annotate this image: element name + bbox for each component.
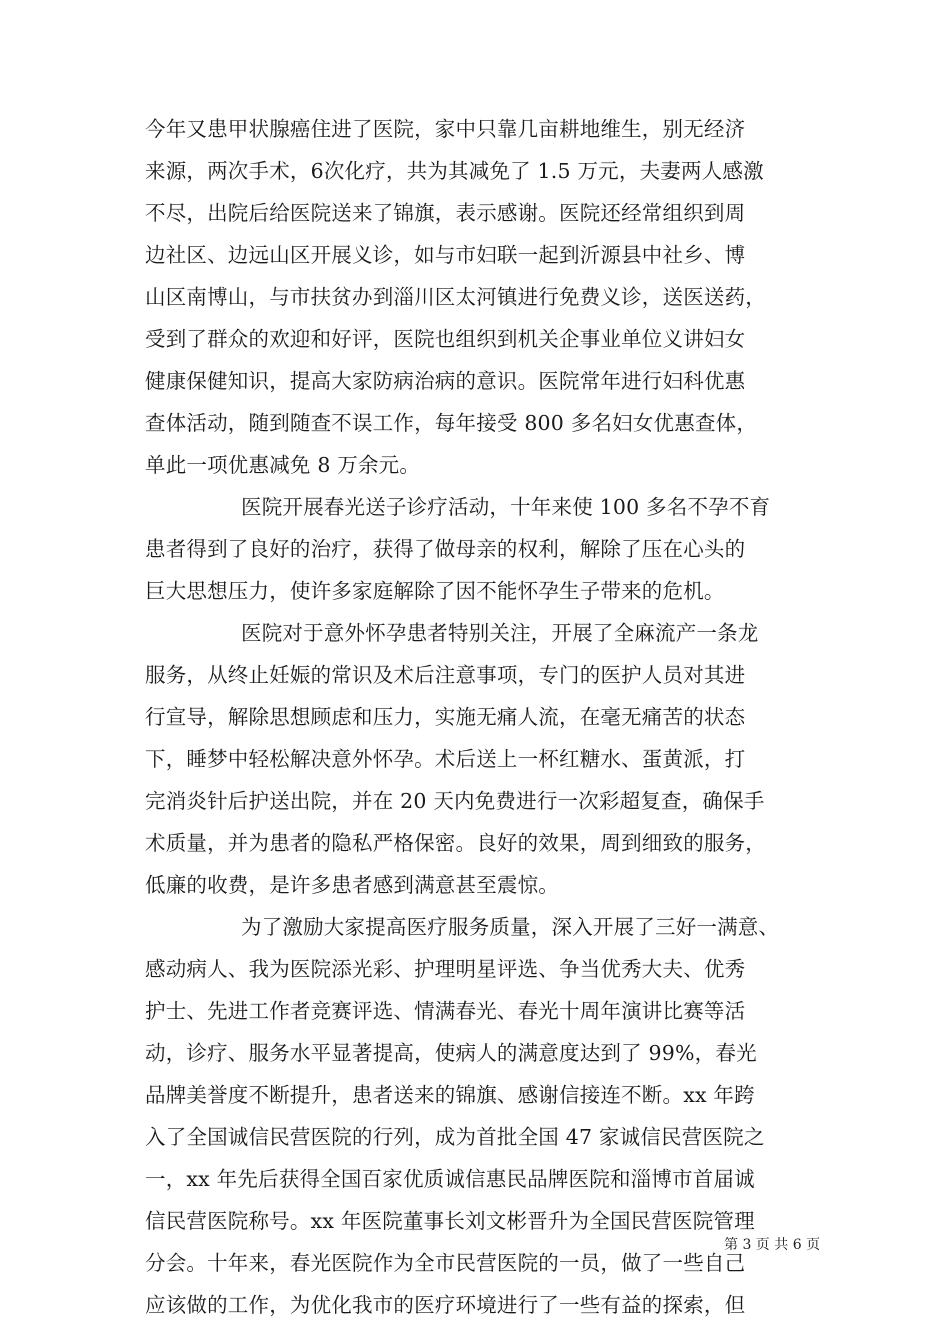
body-text: [145, 108, 825, 1326]
text-line: 边社区、边远山区开展义诊，如与市妇联一起到沂源县中社乡、博: [145, 243, 746, 267]
text-line: 护士、先进工作者竞赛评选、情满春光、春光十周年演讲比赛等活: [145, 999, 746, 1023]
text-line: 查体活动，随到随查不误工作，每年接受 800 多名妇女优惠查体，: [145, 411, 758, 435]
text-line: 来源，两次手术，6次化疗，共为其减免了 1.5 万元，夫妻两人感激: [145, 159, 764, 183]
text-line: 山区南博山，与市扶贫办到淄川区太河镇进行免费义诊，送医送药，: [145, 285, 766, 309]
text-line: 受到了群众的欢迎和好评，医院也组织到机关企事业单位义讲妇女: [145, 327, 746, 351]
text-line: 低廉的收费，是许多患者感到满意甚至震惊。: [145, 873, 559, 897]
text-line: 应该做的工作，为优化我市的医疗环境进行了一些有益的探索，但: [145, 1293, 746, 1317]
text-line: 不尽，出院后给医院送来了锦旗，表示感谢。医院还经常组织到周: [145, 201, 746, 225]
paragraph-first-line: 医院开展春光送子诊疗活动，十年来使 100 多名不孕不育: [241, 495, 771, 519]
text-line: 健康保健知识，提高大家防病治病的意识。医院常年进行妇科优惠: [145, 369, 746, 393]
text-line: 一，xx 年先后获得全国百家优质诚信惠民品牌医院和淄博市首届诚: [145, 1167, 755, 1191]
text-line: 巨大思想压力，使许多家庭解除了因不能怀孕生子带来的危机。: [145, 579, 725, 603]
text-line: 今年又患甲状腺癌住进了医院，家中只靠几亩耕地维生，别无经济: [145, 117, 746, 141]
text-line: 分会。十年来，春光医院作为全市民营医院的一员，做了一些自己: [145, 1251, 746, 1275]
text-line: 入了全国诚信民营医院的行列，成为首批全国 47 家诚信民营医院之: [145, 1125, 765, 1149]
text-line: 动，诊疗、服务水平显著提高，使病人的满意度达到了 99%，春光: [145, 1041, 757, 1065]
text-line: 术质量，并为患者的隐私严格保密。良好的效果，周到细致的服务，: [145, 831, 766, 855]
text-line: 信民营医院称号。xx 年医院董事长刘文彬晋升为全国民营医院管理: [145, 1209, 755, 1233]
text-line: 单此一项优惠减免 8 万余元。: [145, 453, 421, 477]
page-number-footer: 第 3 页 共 6 页: [724, 1237, 821, 1253]
text-line: 感动病人、我为医院添光彩、护理明星评选、争当优秀大夫、优秀: [145, 957, 746, 981]
text-line: 服务，从终止妊娠的常识及术后注意事项，专门的医护人员对其进: [145, 663, 746, 687]
text-line: 患者得到了良好的治疗，获得了做母亲的权利，解除了压在心头的: [145, 537, 746, 561]
text-line: 品牌美誉度不断提升，患者送来的锦旗、感谢信接连不断。xx 年跨: [145, 1083, 755, 1107]
text-line: 下，睡梦中轻松解决意外怀孕。术后送上一杯红糖水、蛋黄派，打: [145, 747, 746, 771]
text-line: 行宣导，解除思想顾虑和压力，实施无痛人流，在毫无痛苦的状态: [145, 705, 746, 729]
text-line: 完消炎针后护送出院，并在 20 天内免费进行一次彩超复查，确保手: [145, 789, 765, 813]
paragraph-first-line: 为了激励大家提高医疗服务质量，深入开展了三好一满意、: [241, 915, 780, 939]
paragraph-first-line: 医院对于意外怀孕患者特别关注，开展了全麻流产一条龙: [241, 621, 759, 645]
